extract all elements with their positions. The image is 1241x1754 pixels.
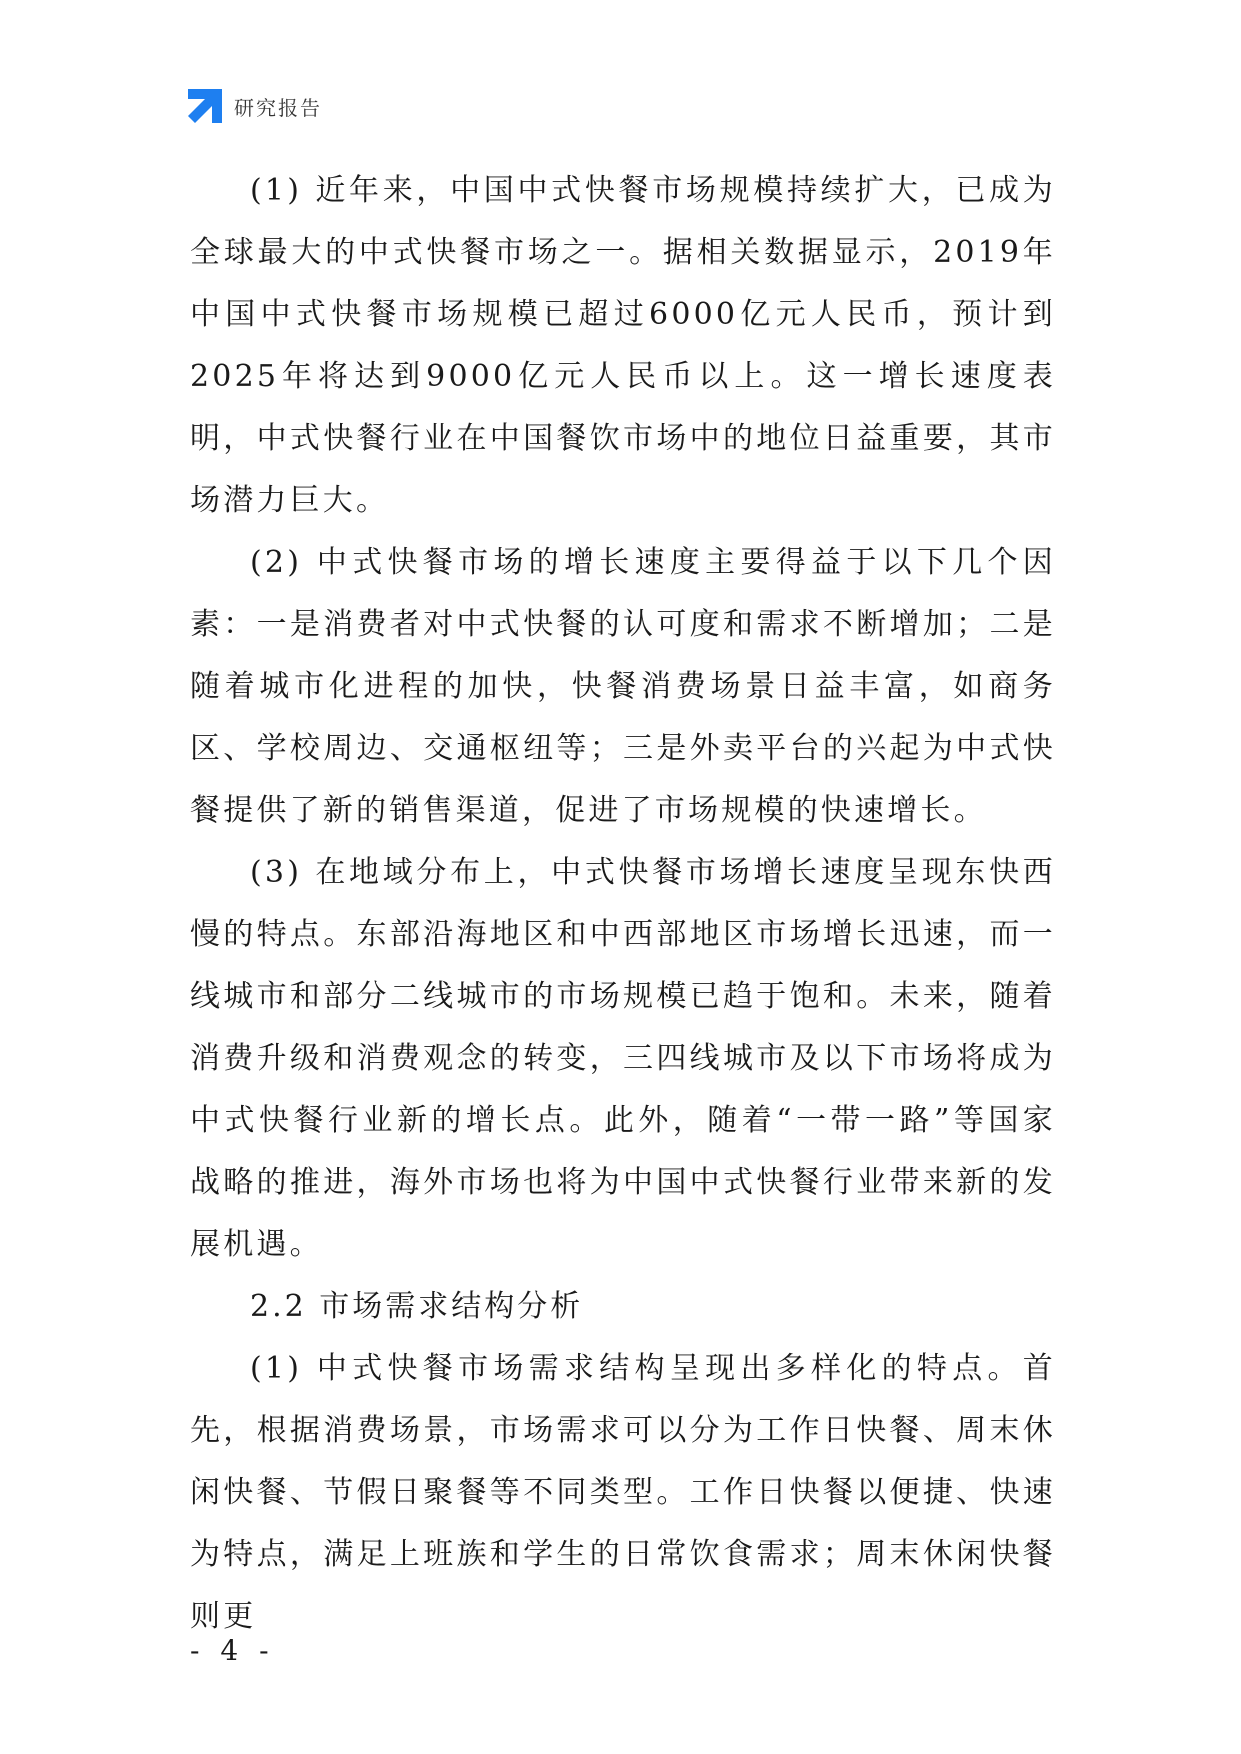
header-title: 研究报告 (234, 95, 322, 120)
page-number: - 4 - (190, 1634, 275, 1667)
paragraph-growth-factors: (2) 中式快餐市场的增长速度主要得益于以下几个因素：一是消费者对中式快餐的认可度和需求不断增加；二是随着城市化进程的加快，快餐消费场景日益丰富，如商务区、学校周边、交通枢纽等；三是外卖平台的兴起为中式快餐提供了新的销售渠道，促进了市场规模的快速增长。 (190, 545, 1056, 828)
section-heading: 2.2 市场需求结构分析 (250, 1289, 584, 1324)
document-body (190, 160, 1056, 1648)
paragraph-regional-distribution: (3) 在地域分布上，中式快餐市场增长速度呈现东快西慢的特点。东部沿海地区和中西部地区市场增长迅速，而一线城市和部分二线城市的市场规模已趋于饱和。未来，随着消费升级和消费观念的转变，三四线城市及以下市场将成为中式快餐行业新的增长点。此外，随着“一带一路”等国家战略的推进，海外市场也将为中国中式快餐行业带来新的发展机遇。 (190, 855, 1056, 1262)
paragraph-demand-structure: (1) 中式快餐市场需求结构呈现出多样化的特点。首先，根据消费场景，市场需求可以分为工作日快餐、周末休闲快餐、节假日聚餐等不同类型。工作日快餐以便捷、快速为特点，满足上班族和学生的日常饮食需求；周末休闲快餐则更 (190, 1351, 1056, 1634)
paragraph-market-size: (1) 近年来，中国中式快餐市场规模持续扩大，已成为全球最大的中式快餐市场之一。据相关数据显示，2019年中国中式快餐市场规模已超过6000亿元人民币，预计到2025年将达到9000亿元人民币以上。这一增长速度表明，中式快餐行业在中国餐饮市场中的地位日益重要，其市场潜力巨大。 (190, 173, 1056, 518)
page-header (188, 88, 322, 124)
arrow-up-right-icon (188, 89, 222, 123)
